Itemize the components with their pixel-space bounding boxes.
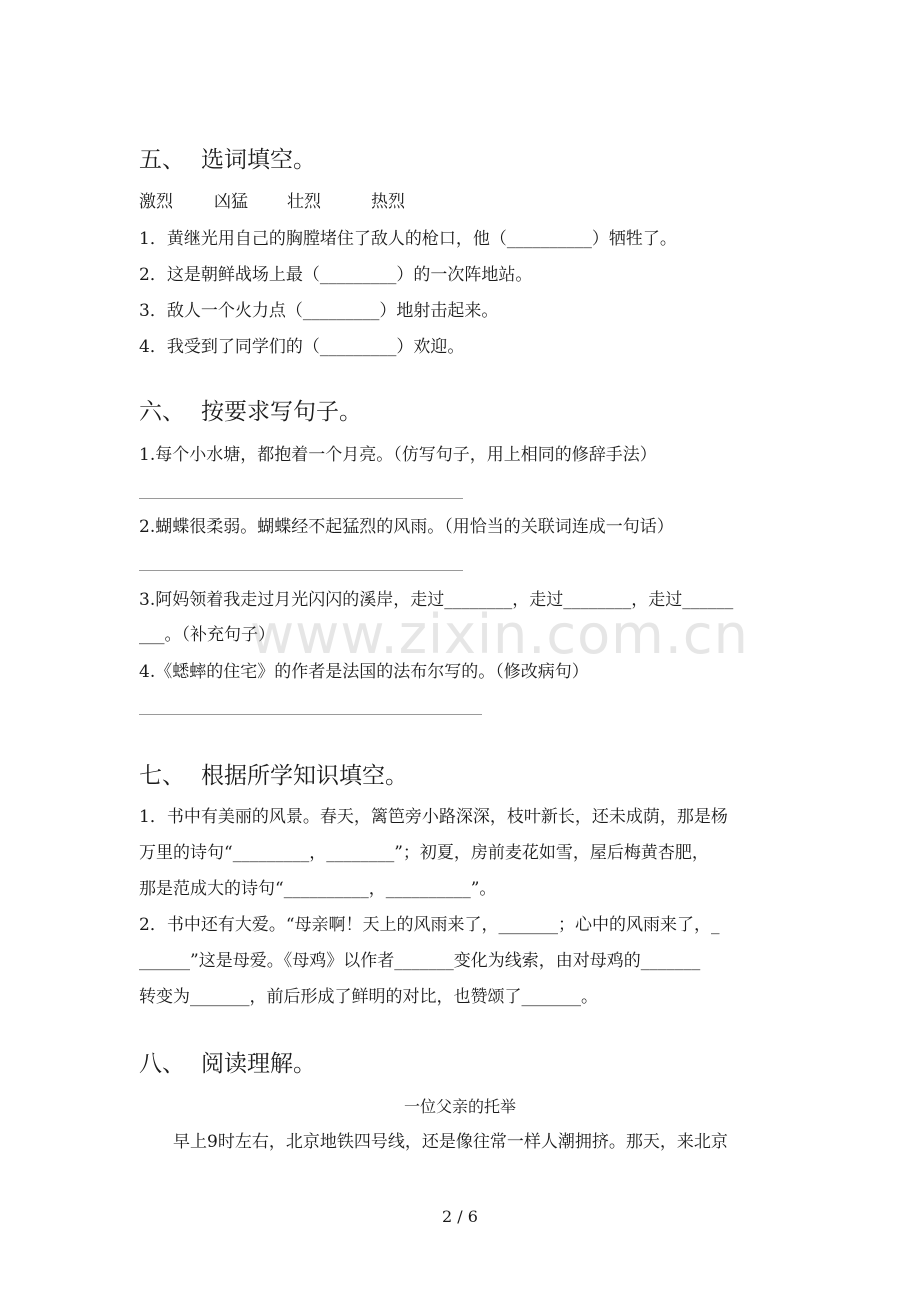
section6-heading [139, 397, 362, 427]
passage-line: 早上9时左右，北京地铁四号线，还是像往常一样人潮拥挤。那天，来北京 [173, 1132, 728, 1152]
passage-title: 一位父亲的托举 [403, 1097, 516, 1116]
section8-heading [139, 1049, 316, 1079]
section6-number: 六、 [139, 399, 185, 425]
fill-item: 4．我受到了同学们的（_________）欢迎。 [139, 337, 465, 357]
text-line: 万里的诗句“_________，________”；初夏，房前麦花如雪，屋后梅黄杏肥， [139, 843, 709, 863]
answer-line [139, 570, 463, 571]
word-bank [139, 191, 405, 213]
text-line: 1．书中有美丽的风景。春天，篱笆旁小路深深，枝叶新长，还未成荫，那是杨 [139, 807, 728, 827]
page-number: 2 / 6 [442, 1207, 478, 1226]
section7-title: 根据所学知识填空。 [201, 763, 408, 789]
section5-title: 选词填空。 [201, 147, 316, 173]
text-line: ______”这是母爱。《母鸡》以作者_______变化为线索，由对母鸡的_______ [139, 951, 701, 971]
section7-number: 七、 [139, 763, 185, 789]
text-line: 那是范成大的诗句“__________，__________”。 [139, 879, 497, 899]
fill-item: 3．敌人一个火力点（_________）地射击起来。 [139, 301, 499, 321]
text-line: 转变为_______，前后形成了鲜明的对比，也赞颂了_______。 [139, 987, 598, 1007]
watermark: www.zixin.com.cn [250, 603, 749, 666]
section7-heading [139, 761, 408, 791]
word-option: 热烈 [371, 192, 405, 212]
question-2: 2.蝴蝶很柔弱。蝴蝶经不起猛烈的风雨。（用恰当的关联词连成一句话） [139, 517, 674, 537]
section6-title: 按要求写句子。 [201, 399, 362, 425]
section5-number: 五、 [139, 147, 185, 173]
fill-item: 2．这是朝鲜战场上最（_________）的一次阵地站。 [139, 265, 533, 285]
text-line: 2．书中还有大爱。“母亲啊！天上的风雨来了，_______；心中的风雨来了，_ [139, 915, 720, 935]
fill-item: 1．黄继光用自己的胸膛堵住了敌人的枪口，他（__________）牺牲了。 [139, 229, 677, 249]
question-3: 3.阿妈领着我走过月光闪闪的溪岸，走过________，走过________，走过______ [139, 590, 734, 610]
question-3-cont: ___。（补充句子） [139, 625, 275, 645]
section8-title: 阅读理解。 [201, 1051, 316, 1077]
question-4: 4.《蟋蟀的住宅》的作者是法国的法布尔写的。（修改病句） [139, 662, 589, 682]
section5-heading [139, 145, 316, 175]
section8-number: 八、 [139, 1051, 185, 1077]
answer-line [139, 498, 463, 499]
answer-line [139, 714, 482, 715]
word-option: 激烈 [139, 192, 173, 212]
word-option: 凶猛 [214, 192, 248, 212]
word-option: 壮烈 [287, 192, 321, 212]
question-1: 1.每个小水塘，都抱着一个月亮。（仿写句子，用上相同的修辞手法） [139, 445, 657, 465]
